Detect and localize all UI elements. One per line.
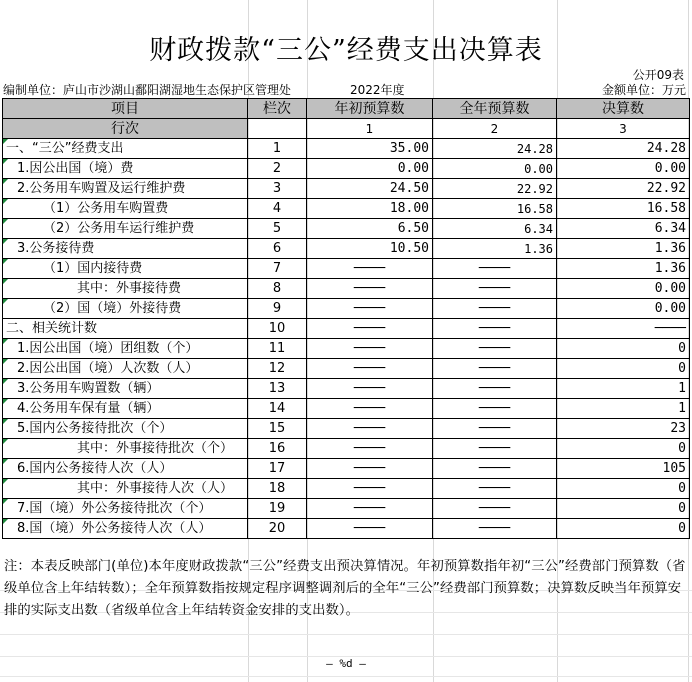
expense-table	[2, 98, 690, 539]
row-final[interactable]: 0.00	[557, 159, 690, 179]
row-name[interactable]: 其中：外事接待费	[3, 279, 248, 299]
table-row	[3, 139, 690, 159]
table-row	[3, 299, 690, 319]
row-line[interactable]: 12	[248, 359, 307, 379]
table-row	[3, 279, 690, 299]
row-name[interactable]: 2.公务用车购置及运行维护费	[3, 179, 248, 199]
cell-comment-marker	[3, 239, 8, 244]
row-annual-budget[interactable]: ────	[433, 419, 557, 439]
header-annual-budget[interactable]: 全年预算数	[433, 99, 557, 119]
row-final[interactable]: 24.28	[557, 139, 690, 159]
footnote: 注：本表反映部门(单位)本年度财政拨款“三公”经费支出预决算情况。年初预算数指年初“三公”经费部门预算数（省级单位含上年结转数）；全年预算数指按规定程序调整调剂后的全年“三公”经费部门预算数；决算数反映当年预算安排的实际支出数（省级单位含上年结转资金安排的支出数）。	[4, 559, 686, 618]
row-initial-budget[interactable]: ────	[307, 259, 433, 279]
cell-comment-marker	[3, 479, 8, 484]
row-annual-budget[interactable]: ────	[433, 439, 557, 459]
row-final[interactable]: 0	[557, 499, 690, 519]
org-label: 编制单位：庐山市沙湖山鄱阳湖湿地生态保护区管理处	[3, 83, 292, 97]
row-initial-budget[interactable]: ────	[307, 279, 433, 299]
row-initial-budget[interactable]: ────	[307, 339, 433, 359]
row-name[interactable]: （1）公务用车购置费	[3, 199, 248, 219]
row-final[interactable]: 23	[557, 419, 690, 439]
row-name[interactable]: 2.因公出国（境）人次数（人）	[3, 359, 248, 379]
table-row	[3, 319, 690, 339]
row-initial-budget[interactable]: 10.50	[307, 239, 433, 259]
index-label[interactable]: 行次	[3, 119, 248, 139]
row-final[interactable]: 1	[557, 399, 690, 419]
row-initial-budget[interactable]: 18.00	[307, 199, 433, 219]
row-annual-budget[interactable]: 0.00	[433, 159, 557, 179]
row-final[interactable]: 0	[557, 439, 690, 459]
cell-comment-marker	[3, 219, 8, 224]
row-line[interactable]: 6	[248, 239, 307, 259]
row-name[interactable]: 1.因公出国（境）费	[3, 159, 248, 179]
cell-comment-marker	[3, 339, 8, 344]
row-line[interactable]: 2	[248, 159, 307, 179]
index-empty[interactable]	[248, 119, 307, 139]
cell-comment-marker	[3, 459, 8, 464]
index-c2[interactable]: 2	[433, 119, 557, 139]
row-line[interactable]: 11	[248, 339, 307, 359]
row-name[interactable]: （1）国内接待费	[3, 259, 248, 279]
cell-comment-marker	[3, 439, 8, 444]
table-row	[3, 499, 690, 519]
row-name[interactable]: 3.公务接待费	[3, 239, 248, 259]
table-row	[3, 339, 690, 359]
row-initial-budget[interactable]: ────	[307, 439, 433, 459]
row-name[interactable]: 二、相关统计数	[3, 319, 248, 339]
row-annual-budget[interactable]: 1.36	[433, 239, 557, 259]
table-row	[3, 219, 690, 239]
row-line[interactable]: 7	[248, 259, 307, 279]
row-final[interactable]: 0	[557, 339, 690, 359]
row-final[interactable]: 6.34	[557, 219, 690, 239]
row-line[interactable]: 20	[248, 519, 307, 539]
row-final[interactable]: 0.00	[557, 299, 690, 319]
row-annual-budget[interactable]: ────	[433, 479, 557, 499]
row-final[interactable]: 1	[557, 379, 690, 399]
index-c3[interactable]: 3	[557, 119, 690, 139]
page-footer: — %d —	[326, 657, 366, 670]
row-name[interactable]: 8.国（境）外公务接待人次（人）	[3, 519, 248, 539]
cell-comment-marker	[3, 359, 8, 364]
table-row	[3, 439, 690, 459]
cell-comment-marker	[3, 279, 8, 284]
row-line[interactable]: 16	[248, 439, 307, 459]
row-initial-budget[interactable]: 24.50	[307, 179, 433, 199]
table-row	[3, 199, 690, 219]
table-row	[3, 479, 690, 499]
row-line[interactable]: 5	[248, 219, 307, 239]
row-initial-budget[interactable]: ────	[307, 299, 433, 319]
row-initial-budget[interactable]: 0.00	[307, 159, 433, 179]
table-row	[3, 159, 690, 179]
page-title: 财政拨款“三公”经费支出决算表	[149, 35, 543, 66]
index-row	[3, 119, 690, 139]
cell-comment-marker	[3, 159, 8, 164]
row-final[interactable]: 0	[557, 479, 690, 499]
table-row	[3, 179, 690, 199]
row-name[interactable]: 4.公务用车保有量（辆）	[3, 399, 248, 419]
table-row	[3, 259, 690, 279]
form-id: 公开09表	[632, 68, 684, 82]
table-row	[3, 379, 690, 399]
cell-comment-marker	[3, 379, 8, 384]
row-annual-budget[interactable]: ────	[433, 259, 557, 279]
cell-comment-marker	[3, 259, 8, 264]
row-line[interactable]: 19	[248, 499, 307, 519]
row-name[interactable]: 3.公务用车购置数（辆）	[3, 379, 248, 399]
row-final[interactable]: 22.92	[557, 179, 690, 199]
header-row	[3, 99, 690, 119]
row-initial-budget[interactable]: ────	[307, 499, 433, 519]
row-line[interactable]: 9	[248, 299, 307, 319]
cell-comment-marker	[3, 419, 8, 424]
table-row	[3, 519, 690, 539]
row-initial-budget[interactable]: ────	[307, 459, 433, 479]
row-final[interactable]: 0	[557, 359, 690, 379]
row-initial-budget[interactable]: ────	[307, 319, 433, 339]
row-line[interactable]: 4	[248, 199, 307, 219]
row-name[interactable]: 7.国（境）外公务接待批次（个）	[3, 499, 248, 519]
header-initial-budget[interactable]: 年初预算数	[307, 99, 433, 119]
row-name[interactable]: 一、“三公”经费支出	[3, 139, 248, 159]
row-line[interactable]: 13	[248, 379, 307, 399]
year-label: 2022年度	[350, 83, 405, 97]
row-annual-budget[interactable]: ────	[433, 359, 557, 379]
row-line[interactable]: 14	[248, 399, 307, 419]
row-annual-budget[interactable]: 16.58	[433, 199, 557, 219]
row-annual-budget[interactable]: ────	[433, 279, 557, 299]
cell-comment-marker	[3, 139, 8, 144]
row-line[interactable]: 17	[248, 459, 307, 479]
row-line[interactable]: 8	[248, 279, 307, 299]
cell-comment-marker	[3, 199, 8, 204]
row-name[interactable]: 5.国内公务接待批次（个）	[3, 419, 248, 439]
row-line[interactable]: 15	[248, 419, 307, 439]
row-annual-budget[interactable]: ────	[433, 459, 557, 479]
cell-comment-marker	[3, 299, 8, 304]
row-line[interactable]: 3	[248, 179, 307, 199]
row-final[interactable]: 0.00	[557, 279, 690, 299]
row-final[interactable]: 16.58	[557, 199, 690, 219]
cell-comment-marker	[3, 519, 8, 524]
row-annual-budget[interactable]: ────	[433, 399, 557, 419]
table-row	[3, 239, 690, 259]
table-row	[3, 459, 690, 479]
row-annual-budget[interactable]: 24.28	[433, 139, 557, 159]
money-unit: 金额单位：万元	[601, 83, 686, 97]
row-initial-budget[interactable]: ────	[307, 519, 433, 539]
index-c1[interactable]: 1	[307, 119, 433, 139]
table-row	[3, 419, 690, 439]
row-initial-budget[interactable]: ────	[307, 479, 433, 499]
table-row	[3, 359, 690, 379]
row-initial-budget[interactable]: ────	[307, 399, 433, 419]
row-initial-budget[interactable]: 6.50	[307, 219, 433, 239]
row-annual-budget[interactable]: ────	[433, 519, 557, 539]
row-name[interactable]: 其中：外事接待批次（个）	[3, 439, 248, 459]
cell-comment-marker	[3, 499, 8, 504]
row-annual-budget[interactable]: 6.34	[433, 219, 557, 239]
row-line[interactable]: 10	[248, 319, 307, 339]
row-initial-budget[interactable]: ────	[307, 359, 433, 379]
row-annual-budget[interactable]: ────	[433, 299, 557, 319]
row-final[interactable]: ────	[557, 319, 690, 339]
header-item[interactable]: 项目	[3, 99, 248, 119]
row-final[interactable]: 0	[557, 519, 690, 539]
row-annual-budget[interactable]: ────	[433, 339, 557, 359]
row-initial-budget[interactable]: ────	[307, 419, 433, 439]
row-final[interactable]: 1.36	[557, 259, 690, 279]
row-final[interactable]: 105	[557, 459, 690, 479]
table-row	[3, 399, 690, 419]
row-annual-budget[interactable]: ────	[433, 319, 557, 339]
row-annual-budget[interactable]: ────	[433, 379, 557, 399]
row-initial-budget[interactable]: 35.00	[307, 139, 433, 159]
row-line[interactable]: 1	[248, 139, 307, 159]
row-name[interactable]: （2）公务用车运行维护费	[3, 219, 248, 239]
row-annual-budget[interactable]: 22.92	[433, 179, 557, 199]
unit-row	[3, 81, 688, 97]
row-line[interactable]: 18	[248, 479, 307, 499]
row-name[interactable]: 1.因公出国（境）团组数（个）	[3, 339, 248, 359]
row-name[interactable]: 6.国内公务接待人次（人）	[3, 459, 248, 479]
row-name[interactable]: （2）国（境）外接待费	[3, 299, 248, 319]
header-line[interactable]: 栏次	[248, 99, 307, 119]
row-annual-budget[interactable]: ────	[433, 499, 557, 519]
header-final[interactable]: 决算数	[557, 99, 690, 119]
row-final[interactable]: 1.36	[557, 239, 690, 259]
cell-comment-marker	[3, 179, 8, 184]
row-initial-budget[interactable]: ────	[307, 379, 433, 399]
row-name[interactable]: 其中：外事接待人次（人）	[3, 479, 248, 499]
cell-comment-marker	[3, 399, 8, 404]
